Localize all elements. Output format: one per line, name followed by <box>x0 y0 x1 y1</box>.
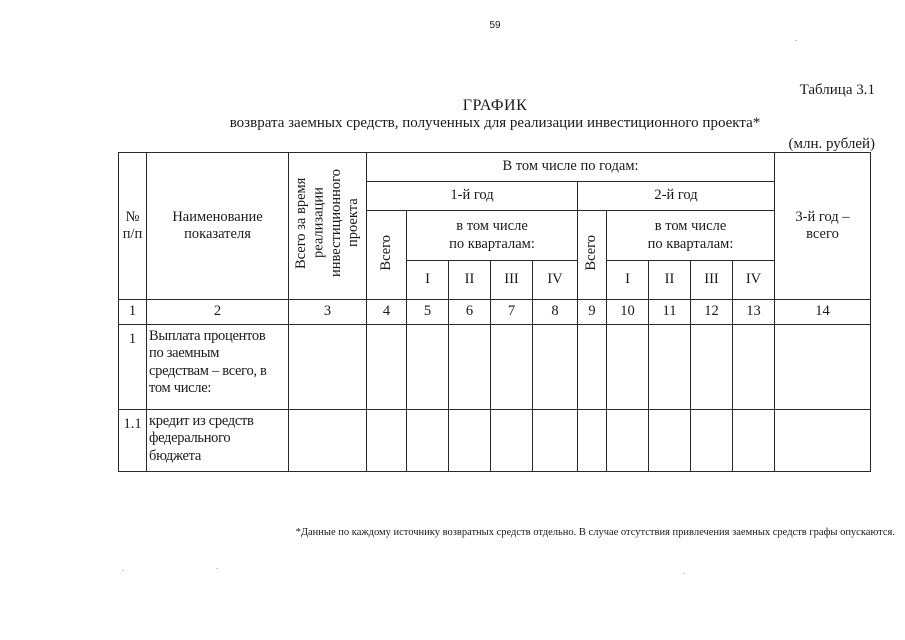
table-cell <box>649 325 691 410</box>
table-cell <box>533 325 578 410</box>
header-y1-q1: I <box>407 261 449 300</box>
table-cell <box>289 325 367 410</box>
units-label: (млн. рублей) <box>788 136 875 152</box>
table-row <box>119 325 871 410</box>
header-total-period <box>289 153 367 300</box>
header-year1-total <box>367 211 407 300</box>
column-number: 13 <box>733 300 775 325</box>
header-y1-q2: II <box>449 261 491 300</box>
table-cell <box>578 410 607 472</box>
header-total-period-label: Всего за время реализации инвестиционного проекта <box>292 169 361 278</box>
table-cell <box>607 325 649 410</box>
header-year3-total: 3-й год – всего <box>775 153 871 300</box>
header-indicator-name: Наименование показателя <box>147 153 289 300</box>
repayment-schedule-table <box>118 152 871 472</box>
header-y2-q1: I <box>607 261 649 300</box>
header-year1: 1-й год <box>367 182 578 211</box>
row-label: кредит из средств федерального бюджета <box>147 410 289 472</box>
table-row <box>119 410 871 472</box>
table-cell <box>775 410 871 472</box>
table-cell <box>649 410 691 472</box>
footnote: *Данные по каждому источнику возвратных средств отдельно. В случае отсутствия привлечения заемных средств графы опускаются. <box>295 527 895 538</box>
table-cell <box>449 325 491 410</box>
header-y2-q2: II <box>649 261 691 300</box>
table-cell <box>367 410 407 472</box>
header-year2-total <box>578 211 607 300</box>
header-y1-q3: III <box>491 261 533 300</box>
header-year1-quarters: в том числе по кварталам: <box>407 211 578 261</box>
column-number: 6 <box>449 300 491 325</box>
scan-speck <box>795 40 797 41</box>
header-y2-q3: III <box>691 261 733 300</box>
header-year2: 2-й год <box>578 182 775 211</box>
column-number: 14 <box>775 300 871 325</box>
header-number: № п/п <box>119 153 147 300</box>
table-cell <box>407 410 449 472</box>
header-y1-q4: IV <box>533 261 578 300</box>
table-cell <box>733 410 775 472</box>
column-number: 5 <box>407 300 449 325</box>
header-y2-q4: IV <box>733 261 775 300</box>
column-number: 8 <box>533 300 578 325</box>
column-number: 11 <box>649 300 691 325</box>
table-cell <box>367 325 407 410</box>
column-number: 12 <box>691 300 733 325</box>
table-cell <box>491 325 533 410</box>
column-number: 10 <box>607 300 649 325</box>
scan-speck <box>683 573 685 574</box>
table-cell <box>733 325 775 410</box>
table-cell <box>691 325 733 410</box>
table-cell <box>533 410 578 472</box>
header-by-years: В том числе по годам: <box>367 153 775 182</box>
table-cell <box>491 410 533 472</box>
table-cell <box>578 325 607 410</box>
row-label: Выплата процентов по заемным средствам – всего, в том числе: <box>147 325 289 410</box>
column-number: 7 <box>491 300 533 325</box>
column-number: 3 <box>289 300 367 325</box>
table-cell <box>289 410 367 472</box>
document-subtitle: возврата заемных средств, полученных для реализации инвестиционного проекта* <box>229 115 761 131</box>
column-number: 4 <box>367 300 407 325</box>
header-year2-quarters: в том числе по кварталам: <box>607 211 775 261</box>
row-number: 1 <box>119 325 147 410</box>
column-number: 1 <box>119 300 147 325</box>
header-year2-total-label: Всего <box>583 234 600 271</box>
table-cell <box>407 325 449 410</box>
header-year1-total-label: Всего <box>377 234 394 271</box>
column-number: 2 <box>147 300 289 325</box>
table-cell <box>607 410 649 472</box>
column-number: 9 <box>578 300 607 325</box>
scan-speck <box>122 570 124 571</box>
page-number: 59 <box>489 20 501 31</box>
table-cell <box>691 410 733 472</box>
document-title: ГРАФИК <box>462 97 528 114</box>
table-cell <box>449 410 491 472</box>
table-cell <box>775 325 871 410</box>
table-label: Таблица 3.1 <box>799 82 875 98</box>
column-number-row <box>119 300 871 325</box>
row-number: 1.1 <box>119 410 147 472</box>
scan-speck <box>216 568 218 569</box>
